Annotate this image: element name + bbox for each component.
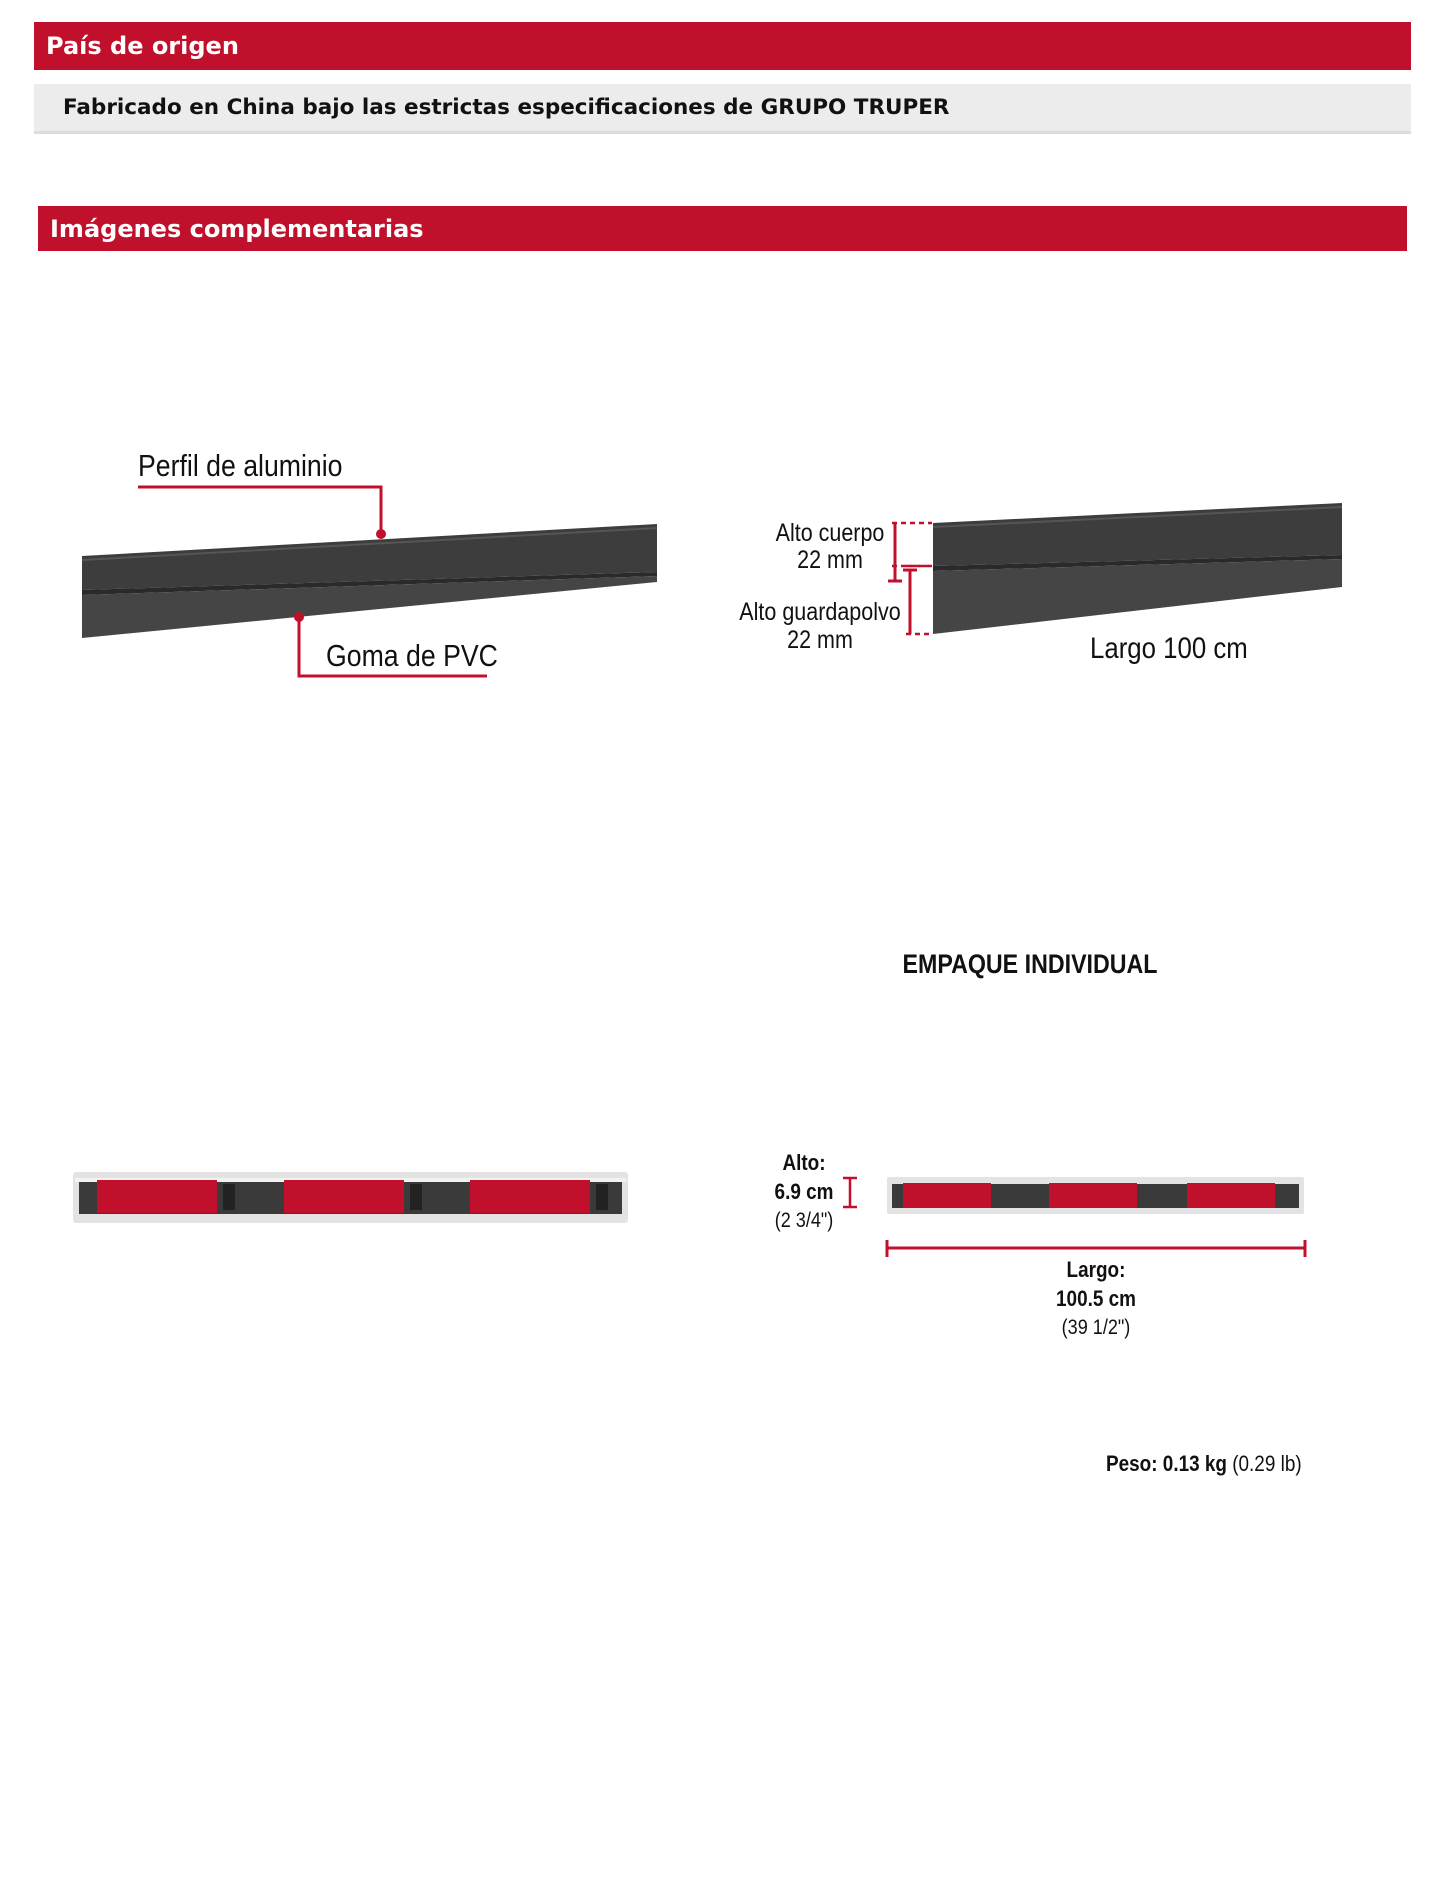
package-height-imperial: (2 3/4") <box>774 1209 834 1232</box>
length-label: Largo 100 cm <box>1090 632 1248 665</box>
package-height-value: 6.9 cm <box>774 1179 834 1204</box>
package-weight <box>1106 1450 1302 1478</box>
sweep-height-label: Alto guardapolvo <box>739 598 901 626</box>
weight-value: 0.13 kg <box>1162 1451 1227 1476</box>
weight-imperial: (0.29 lb) <box>1232 1451 1302 1476</box>
aluminum-profile-label: Perfil de aluminio <box>138 448 343 483</box>
origin-header-text: País de origen <box>46 32 239 60</box>
package-title: EMPAQUE INDIVIDUAL <box>902 949 1158 979</box>
body-height-label: Alto cuerpo <box>775 519 885 547</box>
weight-label: Peso: <box>1106 1451 1158 1476</box>
package-length-imperial: (39 1/2") <box>1061 1316 1131 1339</box>
images-header-text: Imágenes complementarias <box>50 214 424 243</box>
pvc-rubber-label: Goma de PVC <box>326 638 498 673</box>
package-height-label: Alto: <box>782 1150 826 1175</box>
sweep-height-value: 22 mm <box>787 626 853 654</box>
package-length-label: Largo: <box>1066 1257 1126 1282</box>
package-length-value: 100.5 cm <box>1056 1286 1136 1311</box>
body-height-value: 22 mm <box>797 546 863 574</box>
origin-text: Fabricado en China bajo las estrictas especificaciones de GRUPO TRUPER <box>63 95 950 120</box>
